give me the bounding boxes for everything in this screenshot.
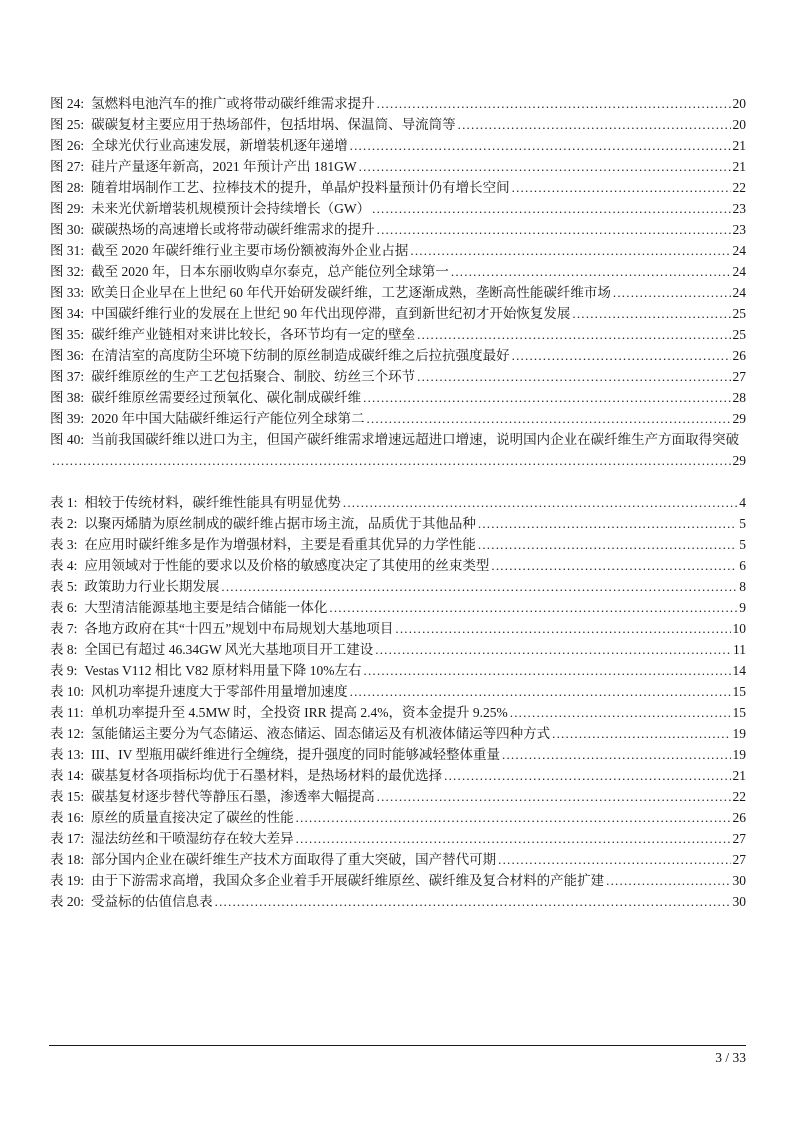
- toc-entry-title: 以聚丙烯腈为原丝制成的碳纤维占据市场主流，品质优于其他品种: [84, 516, 476, 531]
- toc-entry[interactable]: [50, 324, 746, 345]
- toc-entry-label: 图 30:: [50, 222, 85, 237]
- toc-entry-label: 图 29:: [50, 201, 85, 216]
- page-number: 3 / 33: [715, 1050, 746, 1065]
- dot-leader: [502, 744, 730, 765]
- toc-entry-page: 27: [732, 852, 746, 867]
- toc-entry-title: 碳基复材逐步替代等静压石墨，渗透率大幅提高: [91, 789, 375, 804]
- toc-entry-page: 24: [732, 264, 746, 279]
- toc-entry-label: 表 15:: [50, 789, 85, 804]
- dot-leader: [606, 870, 730, 891]
- toc-entry-page: 27: [732, 831, 746, 846]
- toc-entry-title: 碳纤维原丝的生产工艺包括聚合、制胶、纺丝三个环节: [91, 369, 416, 384]
- dot-leader: [410, 240, 730, 261]
- toc-entry[interactable]: [50, 282, 746, 303]
- toc-entry[interactable]: [50, 93, 746, 114]
- toc-entry-label: 图 34:: [50, 306, 85, 321]
- toc-entry-page: 5: [739, 516, 746, 531]
- toc-entry-title: 风机功率提升速度大于零部件用量增加速度: [91, 684, 348, 699]
- dot-leader: [512, 345, 731, 366]
- toc-entry-page: 10: [732, 621, 746, 636]
- toc-entry-title: 相较于传统材料，碳纤维性能具有明显优势: [84, 495, 341, 510]
- toc-entry[interactable]: [50, 261, 746, 282]
- toc-entry[interactable]: [50, 870, 746, 891]
- toc-entry-title: 欧美日企业早在上世纪 60 年代开始研发碳纤维，工艺逐渐成熟，垄断高性能碳纤维市场: [91, 285, 611, 300]
- toc-entry-label: 表 14:: [50, 768, 85, 783]
- toc-entry-title: 各地方政府在其“十四五”规划中布局规划大基地项目: [84, 621, 394, 636]
- toc-entry-label: 图 31:: [50, 243, 85, 258]
- toc-entry-title: 由于下游需求高增，我国众多企业着手开展碳纤维原丝、碳纤维及复合材料的产能扩建: [91, 873, 605, 888]
- toc-entry-label: 表 4:: [50, 558, 78, 573]
- table-of-contents: [50, 93, 746, 912]
- toc-entry[interactable]: [50, 597, 746, 618]
- tables-toc-section: [50, 492, 746, 912]
- dot-leader: [363, 387, 730, 408]
- dot-leader: [329, 597, 737, 618]
- toc-entry[interactable]: [50, 744, 746, 765]
- toc-entry-label: 图 24:: [50, 96, 85, 111]
- toc-entry-page: 26: [732, 348, 746, 363]
- toc-entry-page: 15: [732, 684, 746, 699]
- toc-entry-title: 碳碳热场的高速增长或将带动碳纤维需求的提升: [91, 222, 375, 237]
- toc-entry-page: 6: [739, 558, 746, 573]
- toc-entry[interactable]: [50, 723, 746, 744]
- dot-leader: [343, 492, 737, 513]
- toc-entry-label: 表 3:: [50, 537, 78, 552]
- toc-entry-page: 22: [732, 180, 746, 195]
- toc-entry-title: 硅片产量逐年新高，2021 年预计产出 181GW: [91, 159, 357, 174]
- toc-entry-label: 表 1:: [50, 495, 78, 510]
- toc-entry-title: 中国碳纤维行业的发展在上世纪 90 年代出现停滞，直到新世纪初才开始恢复发展: [91, 306, 571, 321]
- toc-entry[interactable]: [50, 828, 746, 849]
- toc-entry-title: 碳纤维产业链相对来讲比较长，各环节均有一定的壁垒: [91, 327, 416, 342]
- footer-divider: [49, 1045, 746, 1046]
- dot-leader: [491, 555, 737, 576]
- toc-entry-page: 14: [732, 663, 746, 678]
- toc-entry-label: 表 19:: [50, 873, 85, 888]
- toc-entry[interactable]: [50, 534, 746, 555]
- dot-leader: [350, 135, 731, 156]
- toc-entry-page: 23: [732, 201, 746, 216]
- toc-entry[interactable]: [50, 513, 746, 534]
- dot-leader: [372, 198, 730, 219]
- figures-toc-section: [50, 93, 746, 471]
- dot-leader: [458, 114, 731, 135]
- dot-leader: [444, 765, 730, 786]
- toc-entry[interactable]: [50, 156, 746, 177]
- toc-entry[interactable]: [50, 849, 746, 870]
- section-gap: [50, 471, 746, 492]
- toc-entry[interactable]: [50, 639, 746, 660]
- toc-entry-label: 表 7:: [50, 621, 78, 636]
- toc-entry-label: 图 32:: [50, 264, 85, 279]
- toc-entry[interactable]: [50, 366, 746, 387]
- toc-entry-page: 8: [739, 579, 746, 594]
- toc-entry-title: 碳基复材各项指标均优于石墨材料，是热场材料的最优选择: [91, 768, 443, 783]
- dot-leader: [52, 450, 731, 471]
- toc-entry-title: 政策助力行业长期发展: [84, 579, 220, 594]
- dot-leader: [478, 513, 737, 534]
- toc-entry-title: 受益标的估值信息表: [91, 894, 213, 909]
- toc-entry-label: 表 16:: [50, 810, 85, 825]
- toc-entry[interactable]: [50, 681, 746, 702]
- toc-entry-label: 表 12:: [50, 726, 85, 741]
- toc-entry-page: 20: [732, 96, 746, 111]
- toc-entry-label: 表 20:: [50, 894, 85, 909]
- toc-entry-page: 4: [739, 495, 746, 510]
- dot-leader: [552, 723, 730, 744]
- toc-entry-label: 表 8:: [50, 642, 78, 657]
- toc-entry[interactable]: [50, 702, 746, 723]
- toc-entry-label: 表 17:: [50, 831, 85, 846]
- toc-entry-label: 图 36:: [50, 348, 85, 363]
- toc-entry-page: 9: [739, 600, 746, 615]
- toc-entry-label: 表 18:: [50, 852, 85, 867]
- toc-entry-page: 29: [732, 411, 746, 426]
- toc-entry-label: 图 28:: [50, 180, 85, 195]
- dot-leader: [498, 849, 730, 870]
- toc-entry[interactable]: [50, 660, 746, 681]
- toc-entry[interactable]: [50, 618, 746, 639]
- dot-leader: [377, 219, 731, 240]
- toc-entry-page: 21: [732, 138, 746, 153]
- toc-entry-title: 应用领域对于性能的要求以及价格的敏感度决定了其使用的丝束类型: [84, 558, 490, 573]
- toc-entry[interactable]: [50, 387, 746, 408]
- toc-entry[interactable]: [50, 303, 746, 324]
- toc-entry-title: 湿法纺丝和干喷湿纺存在较大差异: [91, 831, 294, 846]
- toc-entry-page: 22: [732, 789, 746, 804]
- dot-leader: [350, 681, 731, 702]
- toc-entry-title: III、IV 型瓶用碳纤维进行全缠绕，提升强度的同时能够减轻整体重量: [91, 747, 501, 762]
- toc-entry[interactable]: [50, 135, 746, 156]
- toc-entry-label: 表 6:: [50, 600, 78, 615]
- dot-leader: [377, 786, 731, 807]
- toc-entry-page: 28: [732, 390, 746, 405]
- toc-entry-title: 单机功率提升至 4.5MW 时，全投资 IRR 提高 2.4%，资本金提升 9.25%: [90, 705, 508, 720]
- toc-entry[interactable]: [50, 891, 746, 912]
- dot-leader: [613, 282, 731, 303]
- toc-entry-label: 表 10:: [50, 684, 85, 699]
- toc-entry-title: 当前我国碳纤维以进口为主，但国产碳纤维需求增速远超进口增速，说明国内企业在碳纤维生产方面取得突破: [91, 432, 740, 447]
- toc-entry[interactable]: [50, 555, 746, 576]
- toc-entry-page: 23: [732, 222, 746, 237]
- toc-entry[interactable]: [50, 408, 746, 429]
- toc-entry[interactable]: [50, 576, 746, 597]
- toc-entry-page: 29: [732, 453, 746, 468]
- toc-entry-title: 碳纤维原丝需要经过预氧化、碳化制成碳纤维: [91, 390, 362, 405]
- toc-entry[interactable]: [50, 345, 746, 366]
- toc-entry-title: 在清洁室的高度防尘环境下纺制的原丝制造成碳纤维之后拉抗强度最好: [91, 348, 510, 363]
- toc-entry-title: 氢燃料电池汽车的推广或将带动碳纤维需求提升: [91, 96, 375, 111]
- toc-entry[interactable]: [50, 429, 746, 471]
- toc-entry-page: 21: [732, 159, 746, 174]
- toc-entry-label: 表 9:: [50, 663, 78, 678]
- toc-entry-label: 图 27:: [50, 159, 85, 174]
- dot-leader: [512, 177, 731, 198]
- toc-entry-label: 图 33:: [50, 285, 85, 300]
- toc-entry-title: 在应用时碳纤维多是作为增强材料，主要是看重其优异的力学性能: [84, 537, 476, 552]
- toc-entry-page: 21: [732, 768, 746, 783]
- toc-entry-page: 30: [732, 894, 746, 909]
- dot-leader: [215, 891, 731, 912]
- toc-entry-page: 30: [732, 873, 746, 888]
- toc-entry[interactable]: [50, 786, 746, 807]
- toc-entry-page: 15: [732, 705, 746, 720]
- toc-entry-label: 表 2:: [50, 516, 78, 531]
- toc-entry-title: 全球光伏行业高速发展，新增装机逐年递增: [91, 138, 348, 153]
- dot-leader: [478, 534, 737, 555]
- dot-leader: [359, 156, 731, 177]
- toc-entry-title: 截至 2020 年，日本东丽收购卓尔泰克，总产能位列全球第一: [91, 264, 449, 279]
- toc-entry-title: 碳碳复材主要应用于热场部件，包括坩埚、保温筒、导流筒等: [91, 117, 456, 132]
- dot-leader: [417, 324, 730, 345]
- toc-entry[interactable]: [50, 114, 746, 135]
- toc-entry-page: 24: [732, 243, 746, 258]
- dot-leader: [377, 93, 731, 114]
- toc-entry-label: 表 5:: [50, 579, 78, 594]
- toc-entry-label: 表 11:: [50, 705, 84, 720]
- toc-entry[interactable]: [50, 807, 746, 828]
- toc-entry-page: 26: [732, 810, 746, 825]
- toc-entry[interactable]: [50, 240, 746, 261]
- toc-entry-page: 25: [732, 327, 746, 342]
- toc-entry-page: 24: [732, 285, 746, 300]
- toc-entry-label: 图 38:: [50, 390, 85, 405]
- toc-entry-label: 图 26:: [50, 138, 85, 153]
- toc-entry-title: 部分国内企业在碳纤维生产技术方面取得了重大突破，国产替代可期: [91, 852, 497, 867]
- toc-entry-label: 图 25:: [50, 117, 85, 132]
- toc-entry-title: 原丝的质量直接决定了碳丝的性能: [91, 810, 294, 825]
- toc-entry-title: 2020 年中国大陆碳纤维运行产能位列全球第二: [91, 411, 365, 426]
- dot-leader: [296, 807, 731, 828]
- dot-leader: [364, 660, 731, 681]
- toc-entry-label: 图 35:: [50, 327, 85, 342]
- toc-entry-title: 随着坩埚制作工艺、拉棒技术的提升，单晶炉投料量预计仍有增长空间: [91, 180, 510, 195]
- toc-entry-page: 5: [739, 537, 746, 552]
- toc-entry-label: 表 13:: [50, 747, 85, 762]
- dot-leader: [296, 828, 731, 849]
- toc-entry[interactable]: [50, 492, 746, 513]
- toc-entry-page: 19: [732, 726, 746, 741]
- dot-leader: [395, 618, 730, 639]
- toc-entry-title: 氢能储运主要分为气态储运、液态储运、固态储运及有机液体储运等四种方式: [91, 726, 551, 741]
- dot-leader: [510, 702, 731, 723]
- toc-entry-title: 未来光伏新增装机规模预计会持续增长（GW）: [91, 201, 371, 216]
- dot-leader: [451, 261, 731, 282]
- dot-leader: [375, 639, 731, 660]
- dot-leader: [417, 366, 730, 387]
- toc-entry-page: 20: [732, 117, 746, 132]
- toc-entry-title: 全国已有超过 46.34GW 风光大基地项目开工建设: [84, 642, 374, 657]
- toc-entry-page: 27: [732, 369, 746, 384]
- toc-entry[interactable]: [50, 765, 746, 786]
- toc-entry-page: 19: [732, 747, 746, 762]
- toc-entry-label: 图 39:: [50, 411, 85, 426]
- toc-entry-label: 图 40:: [50, 432, 85, 447]
- toc-entry-label: 图 37:: [50, 369, 85, 384]
- toc-entry-title: 截至 2020 年碳纤维行业主要市场份额被海外企业占据: [91, 243, 409, 258]
- toc-entry-page: 25: [732, 306, 746, 321]
- dot-leader: [367, 408, 731, 429]
- toc-entry[interactable]: [50, 198, 746, 219]
- toc-entry-title: Vestas V112 相比 V82 原材料用量下降 10%左右: [84, 663, 362, 678]
- toc-entry-page: 11: [733, 642, 746, 657]
- toc-entry[interactable]: [50, 177, 746, 198]
- dot-leader: [221, 576, 737, 597]
- toc-entry[interactable]: [50, 219, 746, 240]
- toc-entry-title: 大型清洁能源基地主要是结合储能一体化: [84, 600, 328, 615]
- dot-leader: [572, 303, 730, 324]
